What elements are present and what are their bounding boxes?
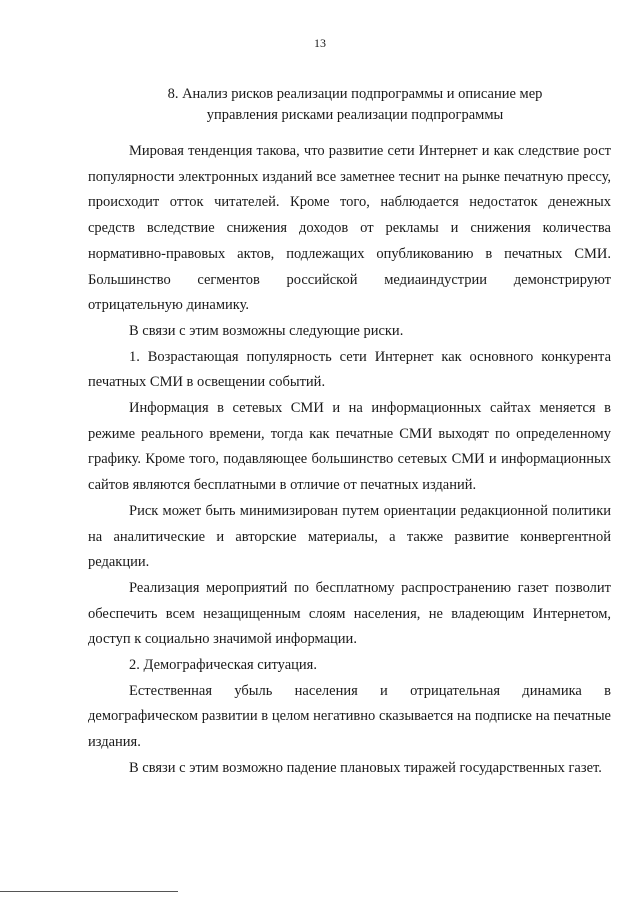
body-text	[88, 139, 611, 782]
page-number: 13	[314, 36, 326, 50]
paragraph: Мировая тенденция такова, что развитие сети Интернет и как следствие рост популярности электронных изданий все заметнее теснит на рынке печатную прессу, происходит отток читателей. Кроме того, наблюдается недостаток денежных средств вследствие снижения доходов от рекламы и снижения количества нормативно-правовых актов, подлежащих опубликованию в печатных СМИ. Большинство сегментов российской медиаиндустрии демонстрируют отрицательную динамику.	[88, 143, 611, 314]
paragraph: В связи с этим возможно падение плановых тиражей государственных газет.	[129, 759, 602, 776]
section-heading-line-1: 8. Анализ рисков реализации подпрограммы и описание мер	[167, 86, 543, 102]
footnote-divider	[0, 891, 178, 892]
paragraph: 2. Демографическая ситуация.	[129, 657, 317, 674]
paragraph: В связи с этим возможны следующие риски.	[129, 322, 404, 339]
paragraph: Естественная убыль населения и отрицательная динамика в демографическом развитии в целом негативно сказывается на подписке на печатные издания.	[88, 682, 611, 751]
section-heading	[150, 84, 560, 126]
paragraph: 1. Возрастающая популярность сети Интернет как основного конкурента печатных СМИ в освещении событий.	[88, 348, 611, 391]
paragraph: Риск может быть минимизирован путем ориентации редакционной политики на аналитические и авторские материалы, а также развитие конвергентной редакции.	[88, 502, 611, 571]
section-heading-line-2: управления рисками реализации подпрограммы	[206, 107, 504, 123]
paragraph: Реализация мероприятий по бесплатному распространению газет позволит обеспечить всем незащищенным слоям населения, не владеющим Интернетом, доступ к социально значимой информации.	[88, 579, 611, 648]
paragraph: Информация в сетевых СМИ и на информационных сайтах меняется в режиме реального времени, тогда как печатные СМИ выходят по определенному графику. Кроме того, подавляющее большинство сетевых СМИ и информационных сайтов являются бесплатными в отличие от печатных изданий.	[88, 400, 611, 494]
